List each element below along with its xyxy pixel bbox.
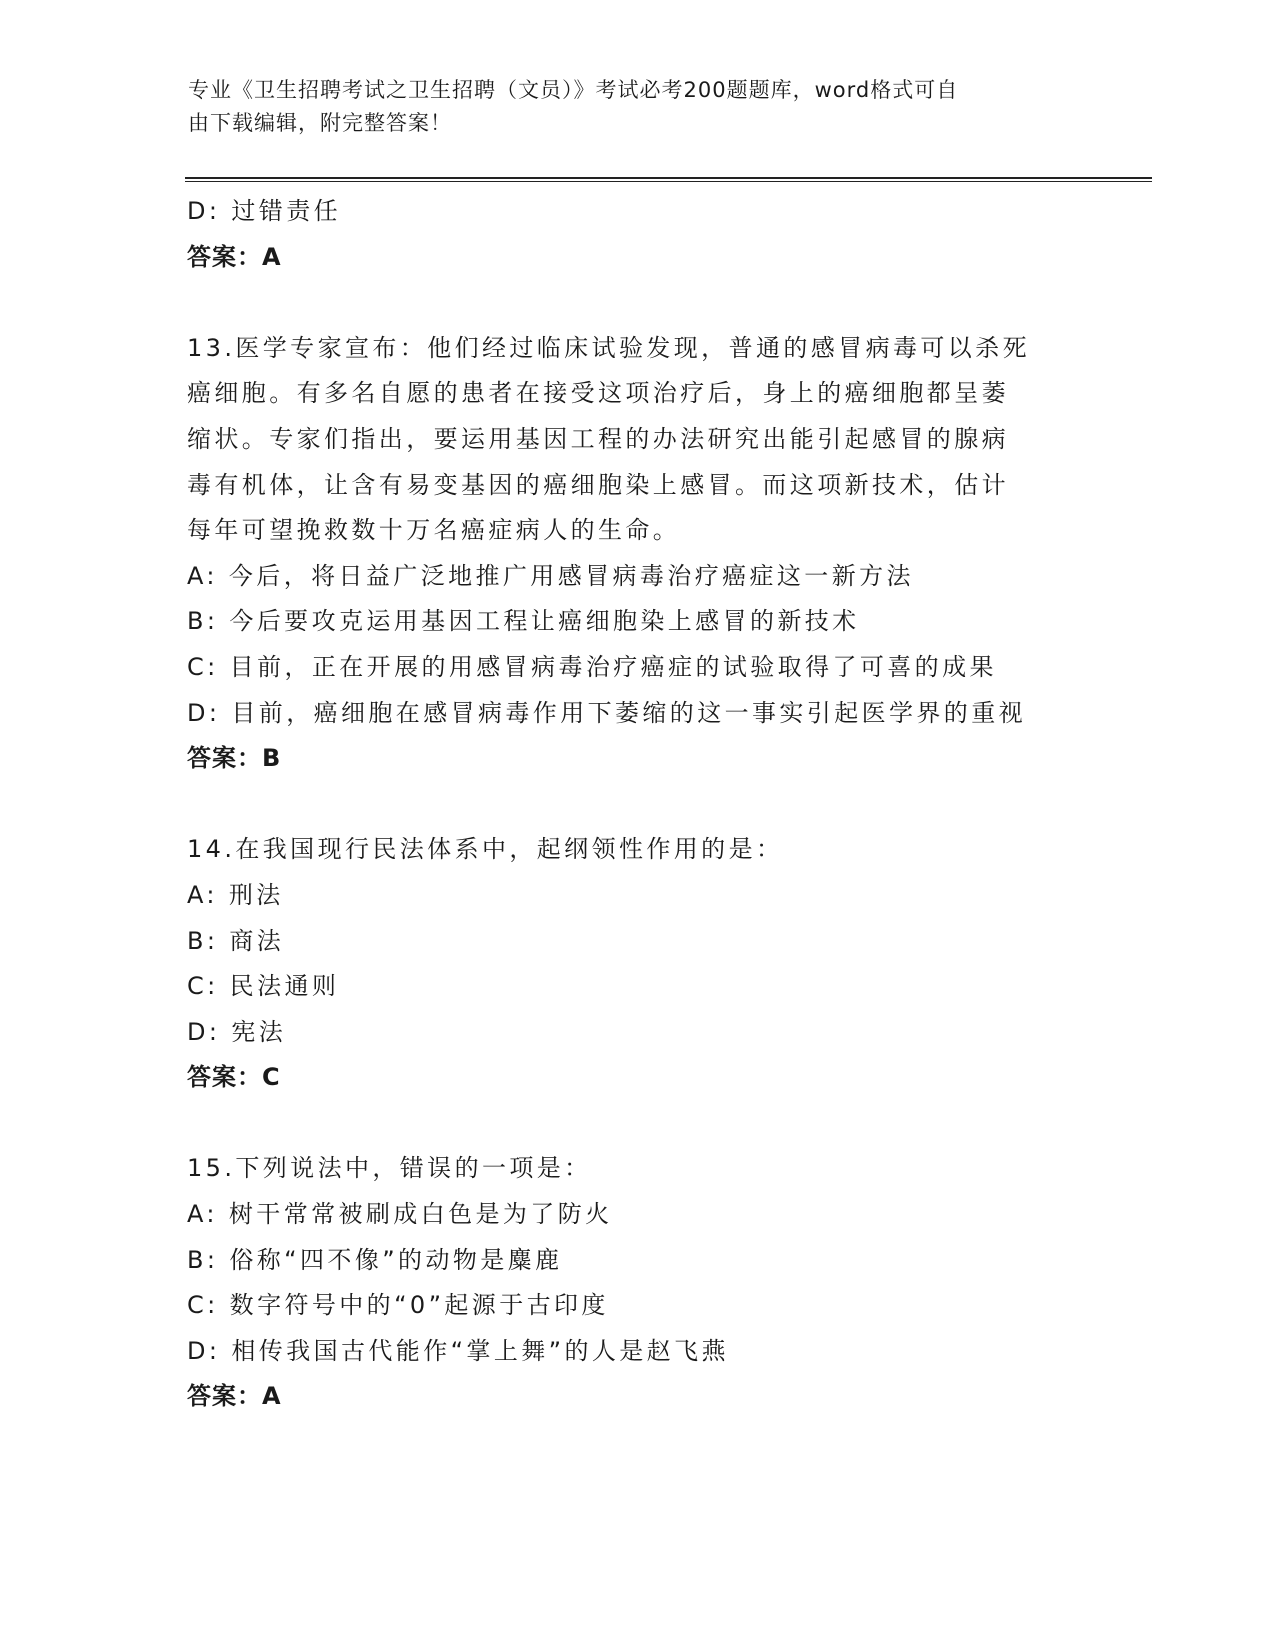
question-stem-line: 每年可望挽救数十万名癌症病人的生命。 bbox=[187, 516, 681, 545]
question-15 bbox=[187, 1146, 1087, 1420]
spacer bbox=[187, 782, 1087, 828]
answer-line: 答案：A bbox=[187, 242, 282, 271]
option-b: B: 俗称“四不像”的动物是麋鹿 bbox=[187, 1245, 563, 1274]
question-13 bbox=[187, 326, 1087, 782]
spacer bbox=[187, 1101, 1087, 1147]
document-body bbox=[187, 189, 1087, 1420]
header-line-2: 由下载编辑，附完整答案！ bbox=[188, 111, 452, 135]
question-stem-line: 15.下列说法中，错误的一项是： bbox=[187, 1154, 592, 1183]
question-stem-line: 13.医学专家宣布：他们经过临床试验发现，普通的感冒病毒可以杀死 bbox=[187, 333, 1030, 362]
header-divider-thin bbox=[185, 181, 1152, 182]
option-d: D: 宪法 bbox=[187, 1017, 287, 1046]
option-b: B: 商法 bbox=[187, 926, 285, 955]
option-c: C: 民法通则 bbox=[187, 972, 340, 1001]
option-d: D: 相传我国古代能作“掌上舞”的人是赵飞燕 bbox=[187, 1336, 729, 1365]
option-a: A: 今后，将日益广泛地推广用感冒病毒治疗癌症这一新方法 bbox=[187, 561, 914, 590]
answer-line: 答案：B bbox=[187, 744, 282, 773]
answer-line: 答案：A bbox=[187, 1382, 282, 1411]
header-line-1: 专业《卫生招聘考试之卫生招聘（文员）》考试必考200题题库，word格式可自 bbox=[188, 78, 959, 102]
option-c: C: 目前，正在开展的用感冒病毒治疗癌症的试验取得了可喜的成果 bbox=[187, 652, 997, 681]
option-c: C: 数字符号中的“0”起源于古印度 bbox=[187, 1291, 609, 1320]
header-divider-thick bbox=[185, 177, 1152, 179]
question-stem-line: 毒有机体，让含有易变基因的癌细胞染上感冒。而这项新技术，估计 bbox=[187, 470, 1009, 499]
question-stem-line: 14.在我国现行民法体系中，起纲领性作用的是： bbox=[187, 835, 784, 864]
option-d: D: 目前，癌细胞在感冒病毒作用下萎缩的这一事实引起医学界的重视 bbox=[187, 698, 1026, 727]
option-d: D: 过错责任 bbox=[187, 197, 341, 225]
question-stem-line: 癌细胞。有多名自愿的患者在接受这项治疗后，身上的癌细胞都呈萎 bbox=[187, 379, 1009, 408]
question-stem-line: 缩状。专家们指出，要运用基因工程的办法研究出能引起感冒的腺病 bbox=[187, 424, 1009, 453]
option-a: A: 树干常常被刷成白色是为了防火 bbox=[187, 1200, 613, 1229]
document-header bbox=[188, 74, 1068, 140]
option-b: B: 今后要攻克运用基因工程让癌细胞染上感冒的新技术 bbox=[187, 607, 860, 636]
spacer bbox=[187, 280, 1087, 326]
option-a: A: 刑法 bbox=[187, 880, 284, 909]
question-14 bbox=[187, 827, 1087, 1101]
answer-line: 答案：C bbox=[187, 1063, 281, 1092]
